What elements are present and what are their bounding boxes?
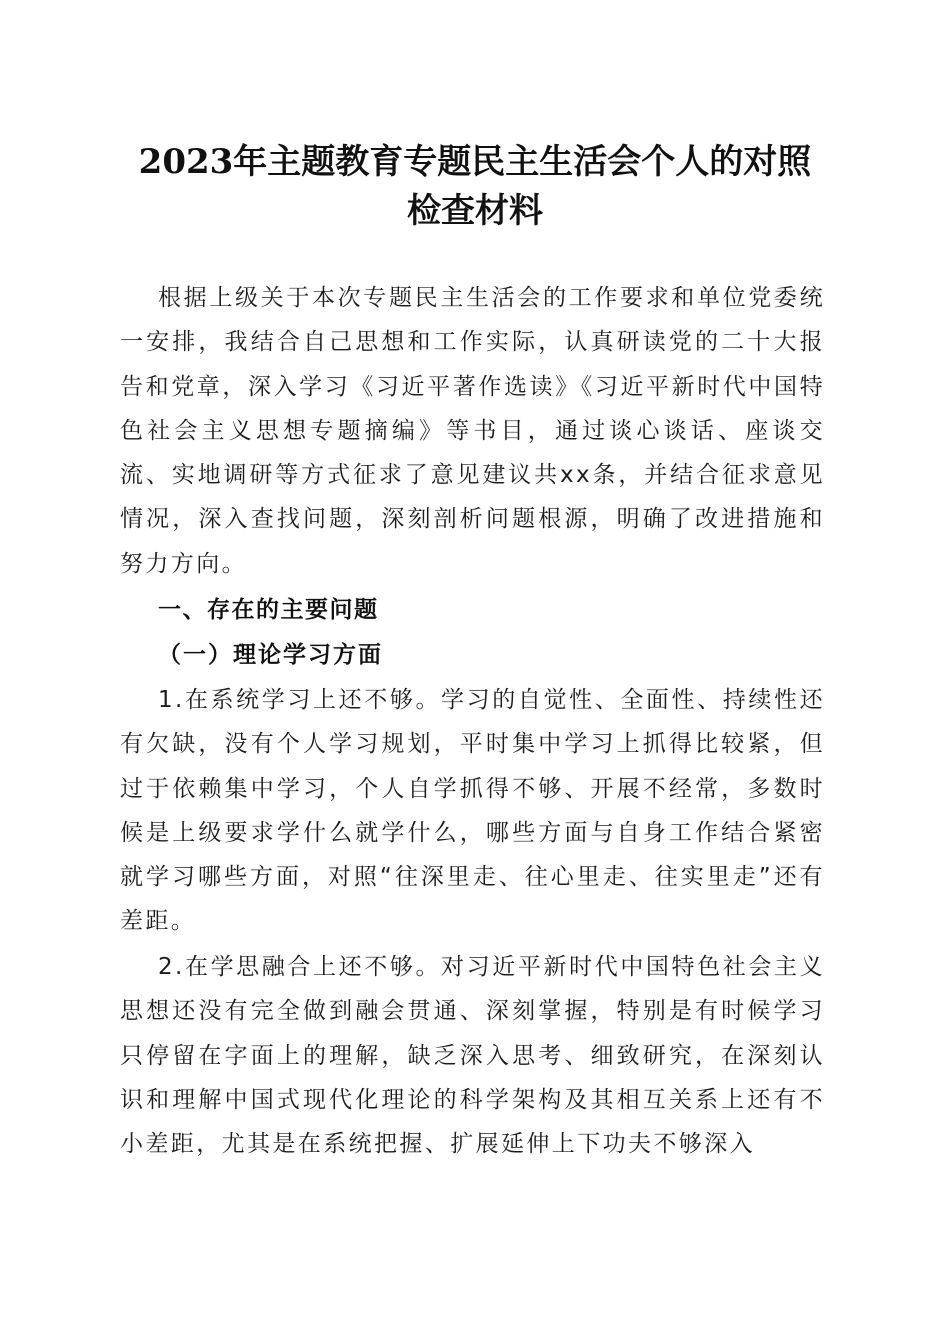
- section-heading-problems: 一、存在的主要问题: [158, 597, 379, 623]
- document-title: [100, 138, 850, 236]
- problem-item-1: 1.在系统学习上还不够。学习的自觉性、全面性、持续性还有欠缺，没有个人学习规划，平时集中学习上抓得比较紧，但过于依赖集中学习，个人自学抓得不够、开展不经常，多数时候是上级要求学什么就学什么，哪些方面与自身工作结合紧密就学习哪些方面，对照“往深里走、往心里走、往实里走”还有差距。: [120, 687, 825, 935]
- subsection-heading-theory-study: （一）理论学习方面: [158, 642, 383, 668]
- title-line-1: 2023年主题教育专题民主生活会个人的对照: [138, 142, 812, 182]
- intro-paragraph: 根据上级关于本次专题民主生活会的工作要求和单位党委统一安排，我结合自己思想和工作实际，认真研读党的二十大报告和党章，深入学习《习近平著作选读》《习近平新时代中国特色社会主义思想专题摘编》等书目，通过谈心谈话、座谈交流、实地调研等方式征求了意见建议共xx条，并结合征求意见情况，深入查找问题，深刻剖析问题根源，明确了改进措施和努力方向。: [120, 285, 825, 577]
- title-line-2: 检查材料: [407, 191, 543, 231]
- problem-item-2: 2.在学思融合上还不够。对习近平新时代中国特色社会主义思想还没有完全做到融会贯通、深刻掌握，特别是有时候学习只停留在字面上的理解，缺乏深入思考、细致研究，在深刻认识和理解中国式现代化理论的科学架构及其相互关系上还有不小差距，尤其是在系统把握、扩展延伸上下功夫不够深入: [120, 954, 825, 1158]
